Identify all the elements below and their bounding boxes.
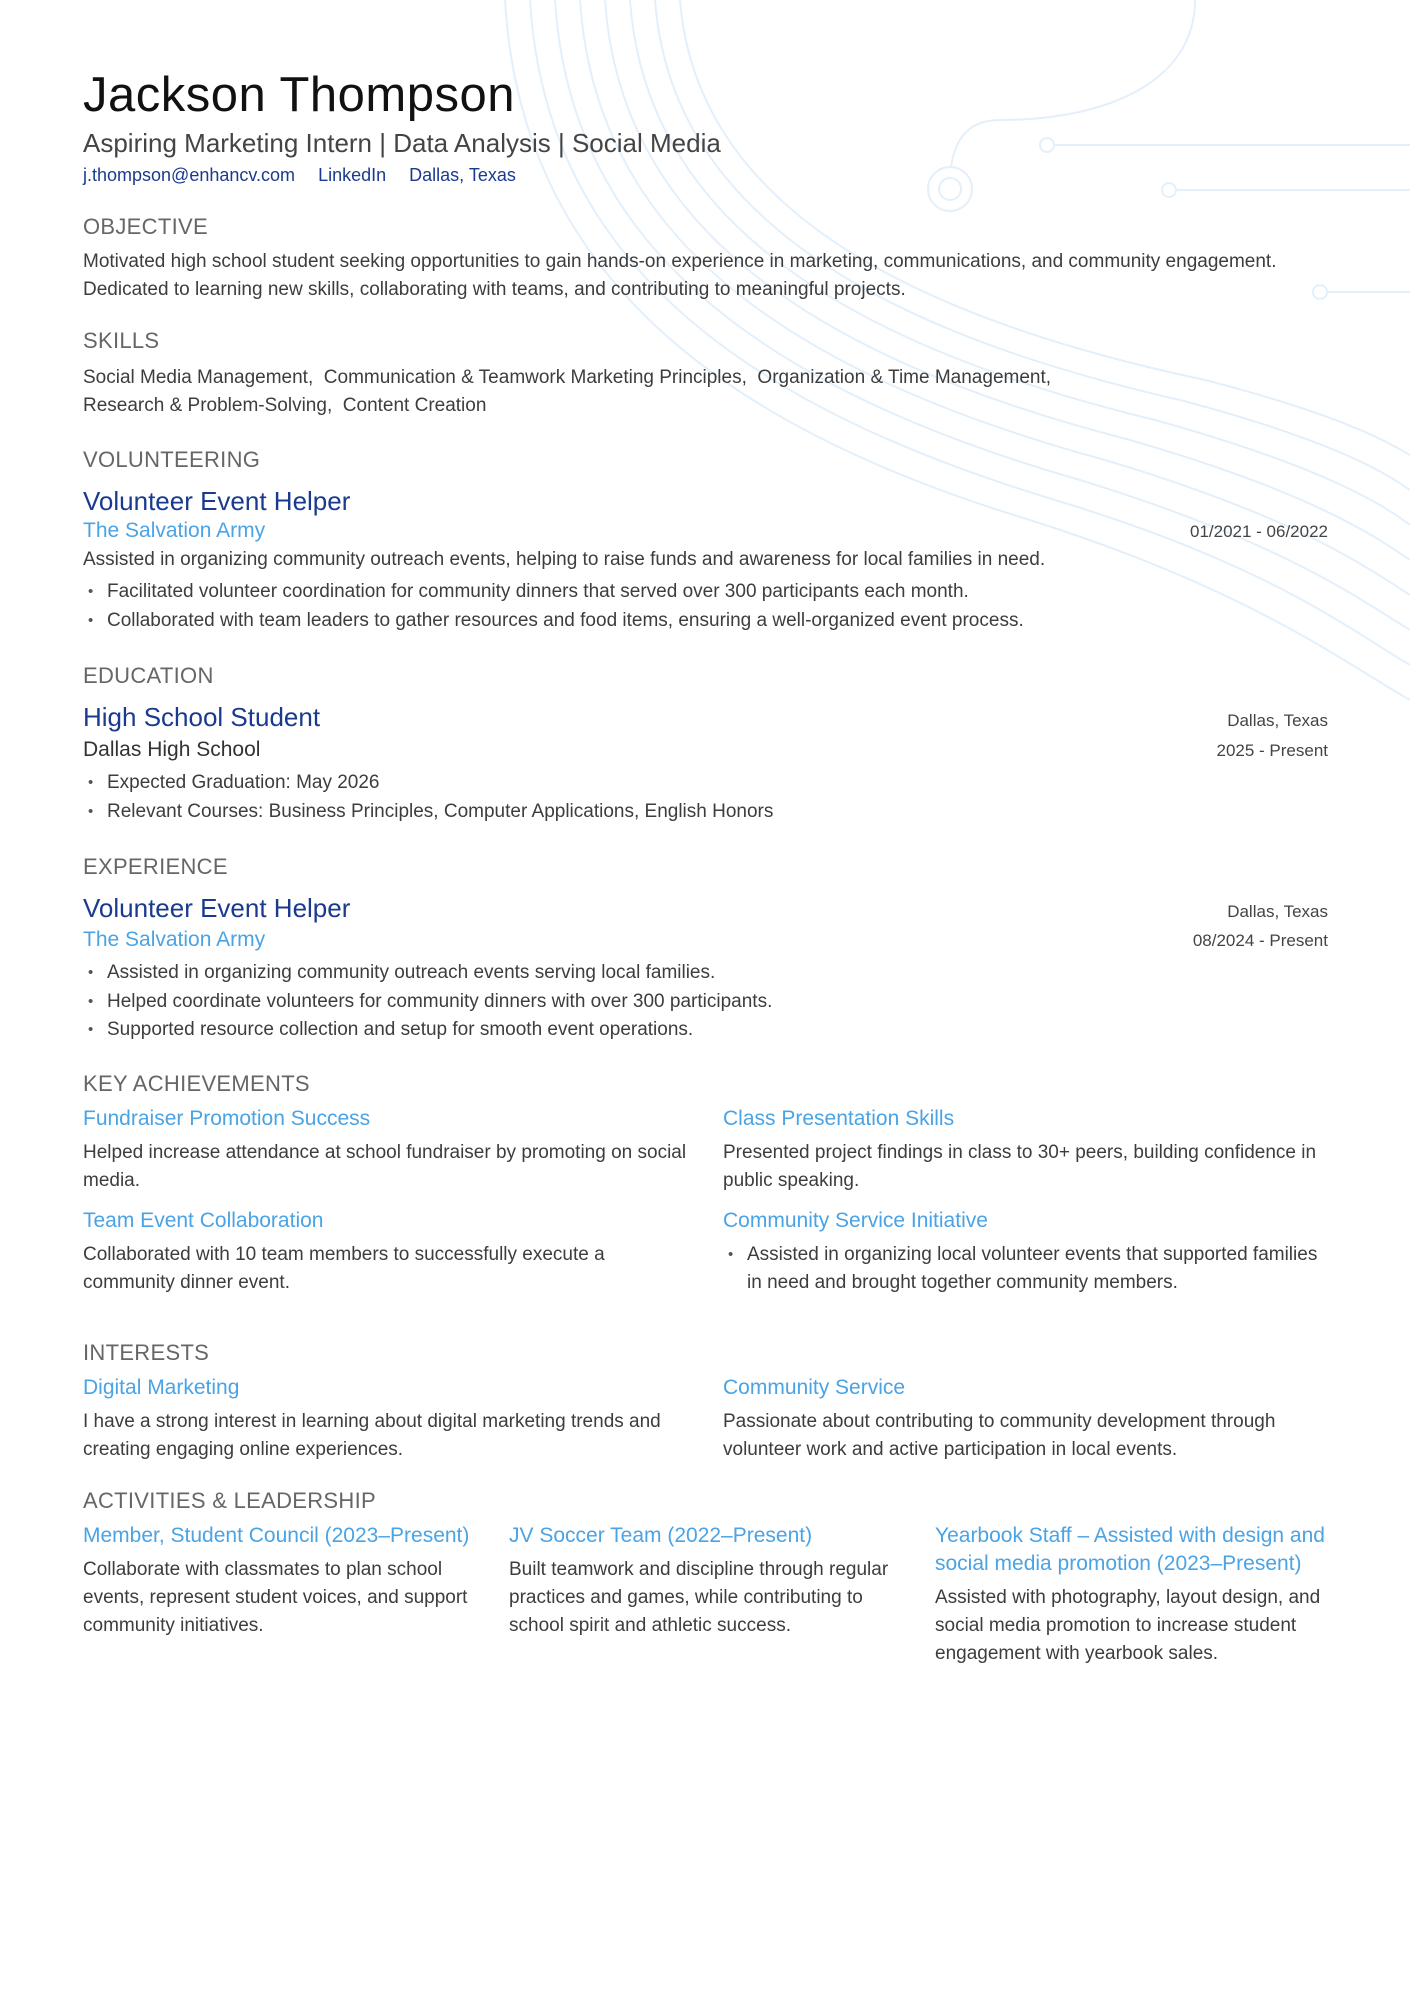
section-title: KEY ACHIEVEMENTS bbox=[83, 1070, 310, 1096]
list-item: • Supported resource collection and setup for smooth event operations. bbox=[83, 1016, 1328, 1045]
achievement-text: Presented project findings in class to 30+ peers, building confidence in public speaking. bbox=[723, 1141, 1317, 1191]
education-location: Dallas, Texas bbox=[1227, 711, 1328, 730]
contact-line bbox=[83, 162, 1328, 188]
experience-role: Volunteer Event Helper bbox=[83, 893, 351, 923]
achievement-bullets bbox=[723, 1241, 1328, 1298]
skills-line-1: Social Media Management, Communication & Teamwork Marketing Principles, Organization & Time Management, bbox=[83, 367, 1052, 388]
volunteer-role: Volunteer Event Helper bbox=[83, 486, 351, 516]
volunteer-summary: Assisted in organizing community outreach events, helping to raise funds and awareness for local families in need. bbox=[83, 549, 1046, 570]
headline: Aspiring Marketing Intern | Data Analysis | Social Media bbox=[83, 128, 721, 158]
achievement-item bbox=[83, 1105, 723, 1195]
education-dates: 2025 - Present bbox=[1216, 741, 1328, 760]
activity-text: Built teamwork and discipline through regular practices and games, while contributing to school spirit and athletic success. bbox=[509, 1558, 889, 1636]
education-school: Dallas High School bbox=[83, 738, 261, 761]
activity-item bbox=[83, 1522, 509, 1668]
volunteer-bullets bbox=[83, 578, 1328, 635]
list-item: • Helped coordinate volunteers for community dinners with over 300 participants. bbox=[83, 988, 1328, 1017]
interest-text: Passionate about contributing to community development through volunteer work and active participation in local events. bbox=[723, 1410, 1276, 1460]
achievement-title: Team Event Collaboration bbox=[83, 1208, 324, 1232]
achievement-text: Helped increase attendance at school fundraiser by promoting on social media. bbox=[83, 1141, 687, 1191]
volunteer-org: The Salvation Army bbox=[83, 519, 266, 542]
section-title: SKILLS bbox=[83, 328, 160, 353]
interest-item bbox=[723, 1374, 1328, 1464]
activity-item bbox=[509, 1522, 935, 1668]
list-item: • Facilitated volunteer coordination for community dinners that served over 300 participants each month. bbox=[83, 578, 1328, 607]
header bbox=[83, 66, 1328, 188]
interest-title: Digital Marketing bbox=[83, 1375, 240, 1399]
candidate-name: Jackson Thompson bbox=[83, 68, 515, 122]
achievement-title: Class Presentation Skills bbox=[723, 1106, 955, 1130]
email-link[interactable]: j.thompson@enhancv.com bbox=[83, 165, 296, 185]
achievement-item bbox=[83, 1207, 723, 1298]
list-item: • Collaborated with team leaders to gather resources and food items, ensuring a well-organized event process. bbox=[83, 607, 1328, 636]
interest-title: Community Service bbox=[723, 1375, 906, 1399]
education-degree: High School Student bbox=[83, 702, 321, 732]
activity-title: Yearbook Staff – Assisted with design and social media promotion (2023–Present) bbox=[935, 1523, 1325, 1575]
volunteer-dates: 01/2021 - 06/2022 bbox=[1189, 522, 1328, 541]
section-title: VOLUNTEERING bbox=[83, 447, 261, 472]
list-item: • Assisted in organizing community outreach events serving local families. bbox=[83, 959, 1328, 988]
section-title: ACTIVITIES & LEADERSHIP bbox=[83, 1487, 376, 1513]
experience-location: Dallas, Texas bbox=[1227, 902, 1328, 921]
list-item: • Expected Graduation: May 2026 bbox=[83, 769, 1328, 798]
achievement-text: Collaborated with 10 team members to successfully execute a community dinner event. bbox=[83, 1243, 605, 1293]
achievements-section bbox=[83, 1069, 1328, 1298]
activity-title: JV Soccer Team (2022–Present) bbox=[509, 1523, 813, 1547]
activity-text: Collaborate with classmates to plan school events, represent student voices, and support community initiatives. bbox=[83, 1558, 468, 1636]
linkedin-link[interactable]: LinkedIn bbox=[318, 165, 387, 185]
experience-bullets bbox=[83, 959, 1328, 1045]
skills-line-2: Research & Problem-Solving, Content Creation bbox=[83, 395, 487, 416]
interests-section bbox=[83, 1338, 1328, 1464]
list-item: • Assisted in organizing local volunteer events that supported families in need and brought together community members. bbox=[723, 1241, 1328, 1298]
activity-title: Member, Student Council (2023–Present) bbox=[83, 1523, 470, 1547]
education-section bbox=[83, 661, 1328, 826]
section-title: INTERESTS bbox=[83, 1339, 210, 1365]
education-bullets bbox=[83, 769, 1328, 826]
section-title: EDUCATION bbox=[83, 663, 214, 688]
skills-section bbox=[83, 326, 1328, 420]
experience-org: The Salvation Army bbox=[83, 928, 266, 951]
activities-section bbox=[83, 1486, 1328, 1668]
section-title: OBJECTIVE bbox=[83, 214, 208, 239]
achievement-title: Fundraiser Promotion Success bbox=[83, 1106, 371, 1130]
experience-section bbox=[83, 852, 1328, 1045]
achievement-title: Community Service Initiative bbox=[723, 1208, 988, 1232]
achievement-item bbox=[723, 1207, 1328, 1298]
section-title: EXPERIENCE bbox=[83, 854, 228, 879]
location: Dallas, Texas bbox=[409, 165, 516, 185]
achievement-item bbox=[723, 1105, 1328, 1195]
interest-item bbox=[83, 1374, 723, 1464]
volunteering-section bbox=[83, 445, 1328, 635]
interest-text: I have a strong interest in learning about digital marketing trends and creating engaging online experiences. bbox=[83, 1410, 661, 1460]
activity-item bbox=[935, 1522, 1328, 1668]
objective-section bbox=[83, 212, 1328, 304]
list-item: • Relevant Courses: Business Principles, Computer Applications, English Honors bbox=[83, 798, 1328, 827]
activity-text: Assisted with photography, layout design, and social media promotion to increase student engagement with yearbook sales. bbox=[935, 1586, 1321, 1664]
objective-text: Motivated high school student seeking opportunities to gain hands-on experience in marketing, communications, and community engagement. Dedicated to learning new skills, collaborating with teams, and contributing to meaningful projects. bbox=[83, 251, 1277, 300]
experience-dates: 08/2024 - Present bbox=[1192, 931, 1328, 950]
resume bbox=[83, 66, 1328, 1668]
